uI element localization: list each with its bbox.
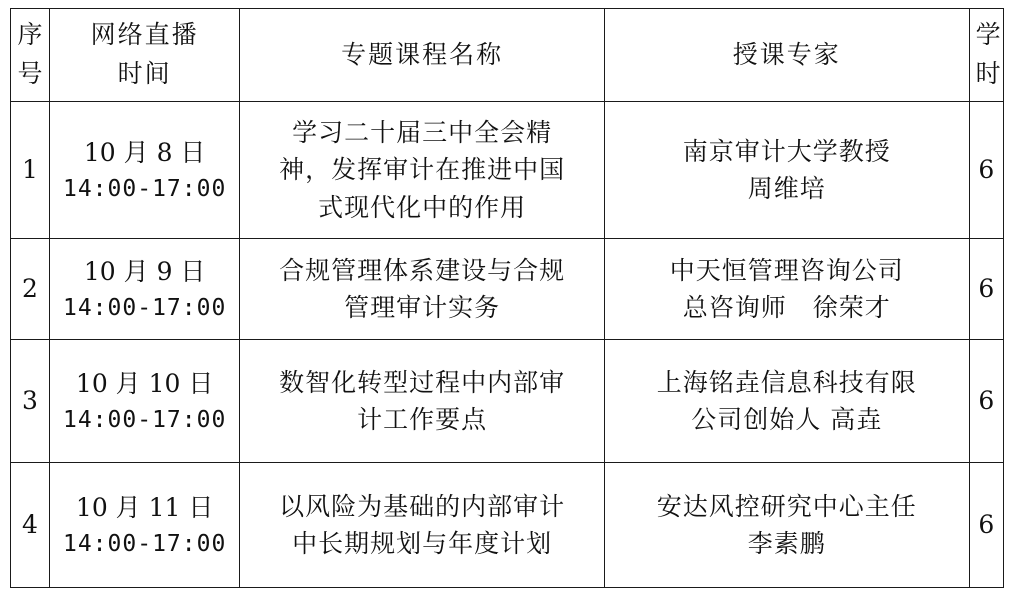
course-topic-line: 以风险为基础的内部审计	[279, 491, 566, 521]
course-topic	[240, 102, 605, 239]
course-topic	[240, 239, 605, 340]
course-expert-line: 公司创始人 高垚	[691, 405, 883, 434]
broadcast-date: 10 月 10 日	[75, 369, 214, 398]
course-topic	[240, 463, 605, 588]
course-expert-line: 南京审计大学教授	[682, 136, 891, 166]
row-number: 3	[11, 340, 50, 463]
header-hours	[969, 9, 1003, 102]
course-expert	[604, 102, 969, 239]
row-number: 1	[11, 102, 50, 239]
broadcast-hours: 14:00-17:00	[62, 175, 227, 202]
header-time	[49, 9, 239, 102]
broadcast-date: 10 月 11 日	[75, 493, 214, 522]
header-no-line1: 序	[17, 20, 43, 50]
course-topic-line: 计工作要点	[357, 405, 488, 434]
header-no	[11, 9, 50, 102]
header-hours-line1: 学	[975, 20, 1001, 50]
header-no-line2: 号	[17, 59, 43, 88]
header-time-line2: 时间	[117, 59, 172, 88]
broadcast-time	[49, 239, 239, 340]
course-topic-line: 管理审计实务	[344, 293, 501, 322]
credit-hours: 6	[969, 102, 1003, 239]
credit-hours: 6	[969, 239, 1003, 340]
course-topic	[240, 340, 605, 463]
table-header-row	[11, 9, 1004, 102]
course-expert-line: 李素鹏	[747, 529, 826, 558]
course-expert	[604, 239, 969, 340]
course-topic-line: 合规管理体系建设与合规	[279, 255, 566, 285]
course-expert	[604, 340, 969, 463]
broadcast-hours: 14:00-17:00	[62, 406, 227, 433]
credit-hours: 6	[969, 463, 1003, 588]
course-expert-line: 总咨询师 徐荣才	[682, 293, 891, 322]
header-expert: 授课专家	[604, 9, 969, 102]
broadcast-hours: 14:00-17:00	[62, 294, 227, 321]
course-expert-line: 上海铭垚信息科技有限	[656, 367, 917, 397]
credit-hours: 6	[969, 340, 1003, 463]
header-topic: 专题课程名称	[240, 9, 605, 102]
broadcast-time	[49, 102, 239, 239]
row-number: 2	[11, 239, 50, 340]
course-expert-line: 周维培	[747, 174, 826, 203]
course-expert	[604, 463, 969, 588]
course-topic-line: 式现代化中的作用	[318, 192, 527, 222]
table-row	[11, 340, 1004, 463]
broadcast-time	[49, 340, 239, 463]
broadcast-time	[49, 463, 239, 588]
broadcast-hours: 14:00-17:00	[62, 530, 227, 557]
header-time-line1: 网络直播	[90, 20, 199, 50]
course-topic-line: 中长期规划与年度计划	[292, 529, 553, 558]
course-topic-line: 学习二十届三中全会精	[292, 117, 553, 147]
table-row	[11, 102, 1004, 239]
table-row	[11, 463, 1004, 588]
course-topic-line: 神，发挥审计在推进中国	[279, 155, 566, 185]
broadcast-date: 10 月 8 日	[83, 138, 206, 167]
broadcast-date: 10 月 9 日	[83, 257, 206, 286]
table-row	[11, 239, 1004, 340]
course-expert-line: 安达风控研究中心主任	[656, 491, 917, 521]
row-number: 4	[11, 463, 50, 588]
course-schedule-table	[10, 8, 1004, 588]
course-expert-line: 中天恒管理咨询公司	[669, 255, 904, 285]
course-topic-line: 数智化转型过程中内部审	[279, 367, 566, 397]
header-hours-line2: 时	[975, 59, 1001, 88]
